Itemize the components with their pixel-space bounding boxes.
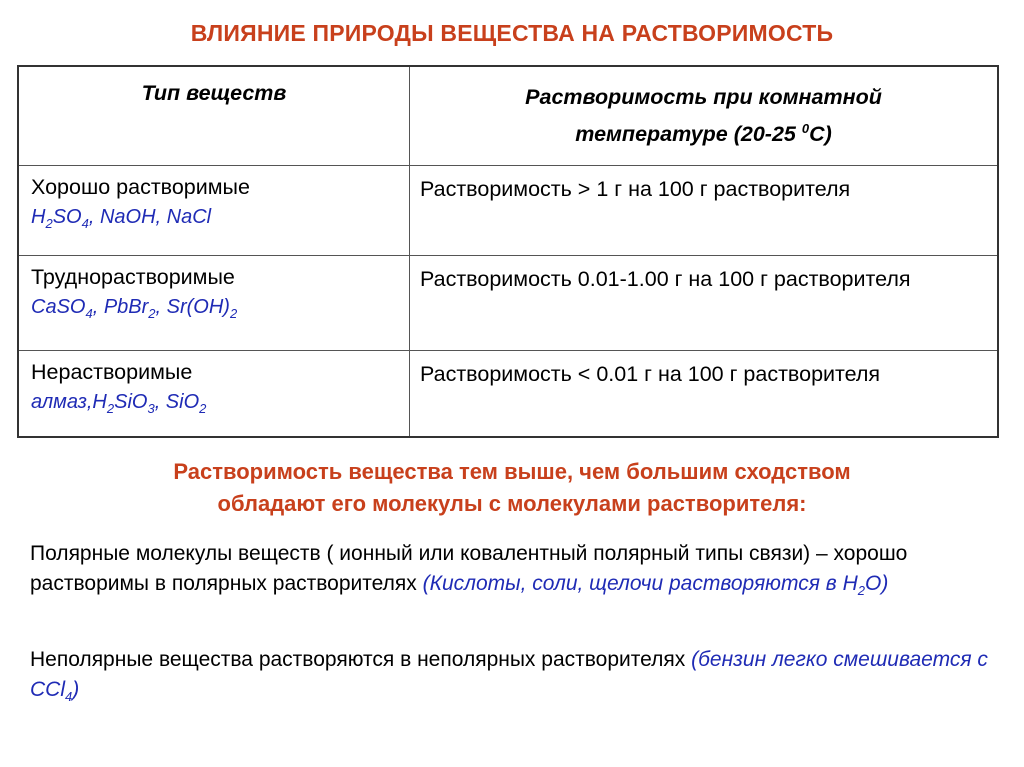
page-title: ВЛИЯНИЕ ПРИРОДЫ ВЕЩЕСТВА НА РАСТВОРИМОСТЬ <box>190 20 834 46</box>
formula-examples <box>31 296 399 321</box>
nonpolar-example-suffix: ) <box>72 678 80 701</box>
formula-part: SiO <box>114 391 148 413</box>
table-row <box>18 351 998 438</box>
formula-subscript: 4 <box>81 216 89 231</box>
formula-subscript: 2 <box>229 306 238 321</box>
type-cell <box>18 166 410 256</box>
formula-part: , Sr(OH) <box>155 296 230 318</box>
formula-part: , SiO <box>154 391 200 413</box>
key-statement-line1: Растворимость вещества тем выше, чем большим сходством <box>173 459 851 484</box>
key-statement-line2: обладают его молекулы с молекулами растворителя: <box>217 491 807 516</box>
header-solubility <box>410 66 999 166</box>
polar-example-suffix: O) <box>864 572 889 595</box>
table-row <box>18 166 998 256</box>
formula-subscript: 4 <box>85 306 93 321</box>
formula-subscript: 4 <box>65 689 73 705</box>
solubility-cell: Растворимость < 0.01 г на 100 г растворителя <box>410 351 999 438</box>
polar-example-prefix: (Кислоты, соли, щелочи растворяются в H <box>422 572 858 595</box>
type-cell <box>18 351 410 438</box>
type-name: Хорошо растворимые <box>31 175 250 199</box>
formula-examples <box>31 206 399 231</box>
polar-text: Полярные молекулы веществ ( ионный или ковалентный полярный типы связи) – хорошо растворимы в полярных растворителях <box>30 542 908 595</box>
table-header-row <box>18 66 998 166</box>
formula-part: , NaOH, NaCl <box>88 206 212 228</box>
nonpolar-example-prefix: (бензин легко смешивается с CCl <box>30 648 988 701</box>
nonpolar-text: Неполярные вещества растворяются в неполярных растворителях <box>30 648 692 671</box>
formula-part: CaSO <box>31 296 86 318</box>
formula-subscript: 3 <box>147 401 155 416</box>
formula-subscript: 2 <box>857 583 865 599</box>
formula-part: H <box>31 206 46 228</box>
type-cell <box>18 256 410 351</box>
header-solubility-line2-prefix: температуре (20-25 <box>575 122 802 147</box>
solubility-cell: Растворимость > 1 г на 100 г растворителя <box>410 166 999 256</box>
solubility-cell: Растворимость 0.01-1.00 г на 100 г растворителя <box>410 256 999 351</box>
formula-subscript: 2 <box>199 401 207 416</box>
polar-example <box>422 572 889 599</box>
header-solubility-line2-suffix: С) <box>809 122 832 147</box>
formula-examples <box>31 391 399 416</box>
polar-paragraph <box>30 539 1000 606</box>
nonpolar-paragraph <box>30 645 1000 712</box>
formula-part: SO <box>52 206 82 228</box>
solubility-table <box>17 65 999 438</box>
formula-part: алмаз,H <box>31 391 107 413</box>
formula-subscript: 2 <box>106 401 115 416</box>
header-solubility-line1: Растворимость при комнатной <box>525 85 882 109</box>
table-row <box>18 256 998 351</box>
type-name: Нерастворимые <box>31 360 193 384</box>
type-name: Труднорастворимые <box>31 265 235 289</box>
formula-part: , PbBr <box>92 296 149 318</box>
formula-subscript: 2 <box>45 216 53 231</box>
key-statement <box>40 456 984 520</box>
formula-subscript: 2 <box>148 306 156 321</box>
header-substance-type: Тип веществ <box>18 66 410 166</box>
degree-superscript: 0 <box>801 121 810 136</box>
